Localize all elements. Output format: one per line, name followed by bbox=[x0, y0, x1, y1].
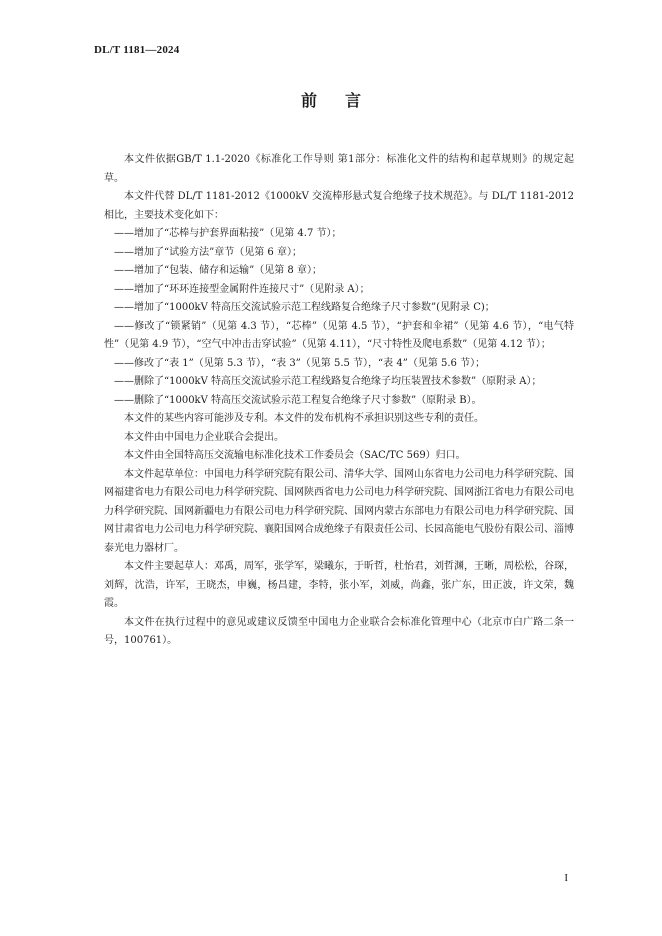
change-item: ——删除了“1000kV 特高压交流试验示范工程复合绝缘子尺寸参数”（原附录 B）。 bbox=[114, 394, 482, 406]
change-item: ——增加了“芯棒与护套界面粘接”（见第 4.7 节）； bbox=[114, 228, 342, 239]
paragraph: 本文件主要起草人：邓禹，周军，张学军，梁曦东，于昕哲，杜怡君，刘哲渊，王晰，周松松，谷琛，刘辉，沈浩，许军，王晓杰，申巍，杨昌建，李特，张小军，刘威，尚鑫，张广东，田正波，许文荣，魏霞。 bbox=[104, 561, 574, 609]
paragraph: 本文件依据GB/T 1.1-2020《标准化工作导则 第1部分：标准化文件的结构和起草规则》的规定起草。 bbox=[104, 154, 574, 184]
paragraph: 本文件起草单位：中国电力科学研究院有限公司、清华大学、国网山东省电力公司电力科学研究院、国网福建省电力有限公司电力科学研究院、国网陕西省电力公司电力科学研究院、国网浙江省电力有限公司电力科学研究院、国网新疆电力有限公司电力科学研究院、国网内蒙古东部电力有限公司电力科学研究院、国网甘肃省电力公司电力科学研究院、襄阳国网合成绝缘子有限责任公司、长园高能电气股份有限公司、淄博泰光电力器材厂。 bbox=[104, 468, 574, 554]
paragraph: 本文件的某些内容可能涉及专利。本文件的发布机构不承担识别这些专利的责任。 bbox=[124, 413, 484, 424]
change-item: ——删除了“1000kV 特高压交流试验示范工程线路复合绝缘子均压装置技术参数”（原附录 A）； bbox=[114, 376, 542, 387]
document-code: DL/T 1181—2024 bbox=[94, 44, 180, 56]
document-body bbox=[104, 151, 574, 651]
paragraph: 本文件代替 DL/T 1181-2012《1000kV 交流棒形悬式复合绝缘子技术规范》。与 DL/T 1181-2012 相比，主要技术变化如下： bbox=[104, 191, 574, 221]
paragraph: 本文件由全国特高压交流输电标准化技术工作委员会（SAC/TC 569）归口。 bbox=[124, 450, 466, 461]
change-item: ——修改了“表 1”（见第 5.3 节），“表 3”（见第 5.5 节），“表 4”（见第 5.6 节）； bbox=[114, 357, 486, 369]
change-item: ——增加了“1000kV 特高压交流试验示范工程线路复合绝缘子尺寸参数”(见附录 C)； bbox=[114, 302, 495, 313]
paragraph: 本文件由中国电力企业联合会提出。 bbox=[124, 431, 284, 443]
change-item: ——增加了“包装、储存和运输”（见第 8 章）； bbox=[114, 265, 322, 276]
page-title: 前言 bbox=[300, 91, 389, 110]
change-item: ——修改了“锁紧销”（见第 4.3 节），“芯棒”（见第 4.5 节），“护套和伞裙”（见第 4.6 节），“电气特性”（见第 4.9 节），“空气中冲击击穿试验”（见第 4.11），“尺寸特性及爬电系数”（见第 4.12 节）； bbox=[104, 320, 574, 350]
paragraph: 本文件在执行过程中的意见或建议反馈至中国电力企业联合会标准化管理中心（北京市白广路二条一号，100761）。 bbox=[104, 616, 574, 646]
change-item: ——增加了“环环连接型金属附件连接尺寸”（见附录 A）； bbox=[114, 283, 370, 295]
change-item: ——增加了“试验方法”章节（见第 6 章）； bbox=[114, 246, 302, 258]
page-number: I bbox=[564, 872, 568, 884]
